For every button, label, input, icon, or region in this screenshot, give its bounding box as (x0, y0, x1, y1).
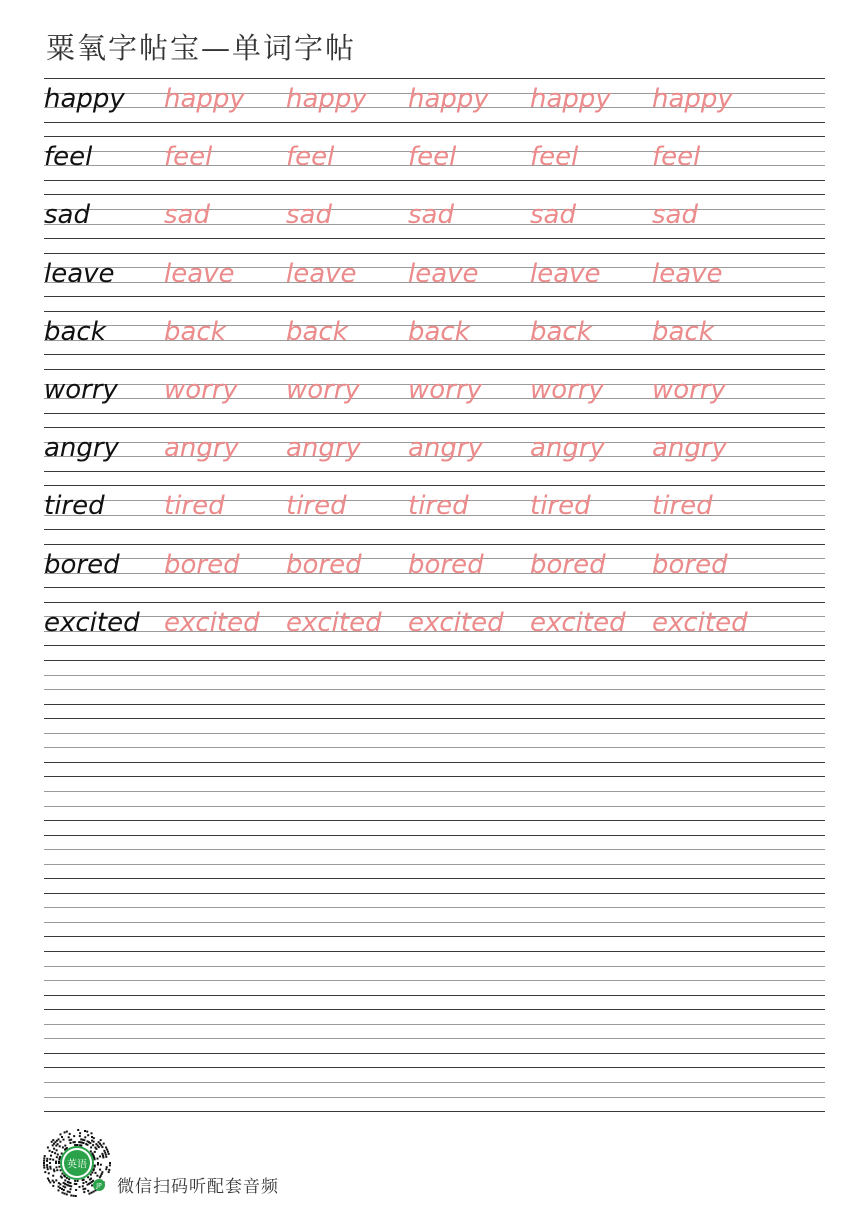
qr-badge-text: 英语 (67, 1159, 87, 1171)
ruling-line (44, 529, 825, 530)
ruling-line (44, 427, 825, 428)
qr-code-icon[interactable] (42, 1128, 112, 1198)
ruling-line (44, 675, 825, 676)
ruling-line (44, 311, 825, 312)
trace-word: tired (164, 491, 225, 522)
trace-word: angry (408, 433, 483, 464)
ruling-line (44, 587, 825, 588)
qr-corner-text: JP (96, 1182, 102, 1190)
trace-word: excited (286, 607, 382, 638)
trace-word: worry (286, 375, 360, 405)
trace-word: feel (530, 142, 579, 173)
ruling-line (44, 791, 825, 792)
ruling-line (44, 907, 825, 908)
ruling-line (44, 776, 825, 777)
ruling-line (44, 296, 825, 297)
ruling-line (44, 849, 825, 850)
ruling-line (44, 485, 825, 486)
ruling-line (44, 354, 825, 355)
page-title: 粟氧字帖宝—单词字帖 (46, 31, 357, 65)
ruling-line (44, 136, 825, 137)
trace-word: back (652, 316, 714, 347)
ruling-line (44, 806, 825, 807)
trace-word: angry (652, 433, 727, 464)
ruling-line (44, 835, 825, 836)
ruling-line (44, 762, 825, 763)
trace-word: excited (530, 607, 626, 638)
model-word: sad (44, 200, 90, 231)
trace-word: sad (408, 200, 454, 231)
ruling-line (44, 718, 825, 719)
trace-word: worry (164, 375, 238, 405)
trace-word: bored (530, 549, 606, 580)
trace-word: happy (530, 84, 611, 114)
ruling-line (44, 820, 825, 821)
trace-word: angry (286, 433, 361, 464)
trace-word: bored (652, 549, 728, 580)
ruling-line (44, 660, 825, 661)
ruling-line (44, 238, 825, 239)
model-word: bored (44, 549, 120, 580)
ruling-line (44, 980, 825, 981)
trace-word: happy (408, 84, 489, 114)
ruling-line (44, 936, 825, 937)
trace-word: happy (286, 84, 367, 114)
trace-word: leave (530, 258, 601, 289)
trace-word: back (408, 316, 470, 347)
ruling-line (44, 471, 825, 472)
ruling-line (44, 544, 825, 545)
ruling-line (44, 995, 825, 996)
trace-word: sad (530, 200, 576, 231)
ruling-line (44, 1082, 825, 1083)
ruling-line (44, 878, 825, 879)
trace-word: back (164, 316, 226, 347)
trace-word: happy (164, 84, 245, 114)
ruling-line (44, 864, 825, 865)
trace-word: tired (652, 491, 713, 522)
trace-word: feel (652, 142, 701, 173)
trace-word: sad (652, 200, 698, 231)
trace-word: bored (286, 549, 362, 580)
ruling-line (44, 253, 825, 254)
ruling-line (44, 180, 825, 181)
trace-word: excited (164, 607, 260, 638)
model-word: back (44, 316, 106, 347)
trace-word: excited (408, 607, 504, 638)
ruling-line (44, 413, 825, 414)
trace-word: back (530, 316, 592, 347)
ruling-line (44, 893, 825, 894)
ruling-line (44, 951, 825, 952)
trace-word: leave (408, 258, 479, 289)
model-word: angry (44, 433, 119, 464)
ruling-line (44, 1067, 825, 1068)
model-word: excited (44, 607, 140, 638)
trace-word: worry (652, 375, 726, 405)
trace-word: tired (286, 491, 347, 522)
ruling-line (44, 78, 825, 79)
trace-word: back (286, 316, 348, 347)
trace-word: excited (652, 607, 748, 638)
ruling-line (44, 922, 825, 923)
ruling-line (44, 966, 825, 967)
trace-word: worry (530, 375, 604, 405)
trace-word: bored (164, 549, 240, 580)
trace-word: sad (286, 200, 332, 231)
ruling-line (44, 689, 825, 690)
trace-word: bored (408, 549, 484, 580)
ruling-line (44, 747, 825, 748)
ruling-line (44, 369, 825, 370)
ruling-line (44, 1111, 825, 1112)
model-word: happy (44, 84, 125, 114)
model-word: feel (44, 142, 93, 173)
trace-word: tired (408, 491, 469, 522)
ruling-line (44, 733, 825, 734)
ruling-line (44, 1038, 825, 1039)
ruling-line (44, 1097, 825, 1098)
trace-word: tired (530, 491, 591, 522)
ruling-line (44, 122, 825, 123)
ruling-line (44, 194, 825, 195)
ruling-line (44, 602, 825, 603)
trace-word: feel (164, 142, 213, 173)
trace-word: angry (164, 433, 239, 464)
trace-word: feel (286, 142, 335, 173)
trace-word: leave (652, 258, 723, 289)
ruling-line (44, 1024, 825, 1025)
ruling-line (44, 1009, 825, 1010)
trace-word: angry (530, 433, 605, 464)
trace-word: leave (286, 258, 357, 289)
footer (42, 1128, 342, 1198)
model-word: tired (44, 491, 105, 522)
trace-word: sad (164, 200, 210, 231)
trace-word: happy (652, 84, 733, 114)
trace-word: leave (164, 258, 235, 289)
ruling-line (44, 1053, 825, 1054)
model-word: worry (44, 375, 118, 405)
trace-word: worry (408, 375, 482, 405)
model-word: leave (44, 258, 115, 289)
ruling-line (44, 704, 825, 705)
trace-word: feel (408, 142, 457, 173)
ruling-line (44, 645, 825, 646)
qr-caption: 微信扫码听配套音频 (117, 1177, 279, 1197)
